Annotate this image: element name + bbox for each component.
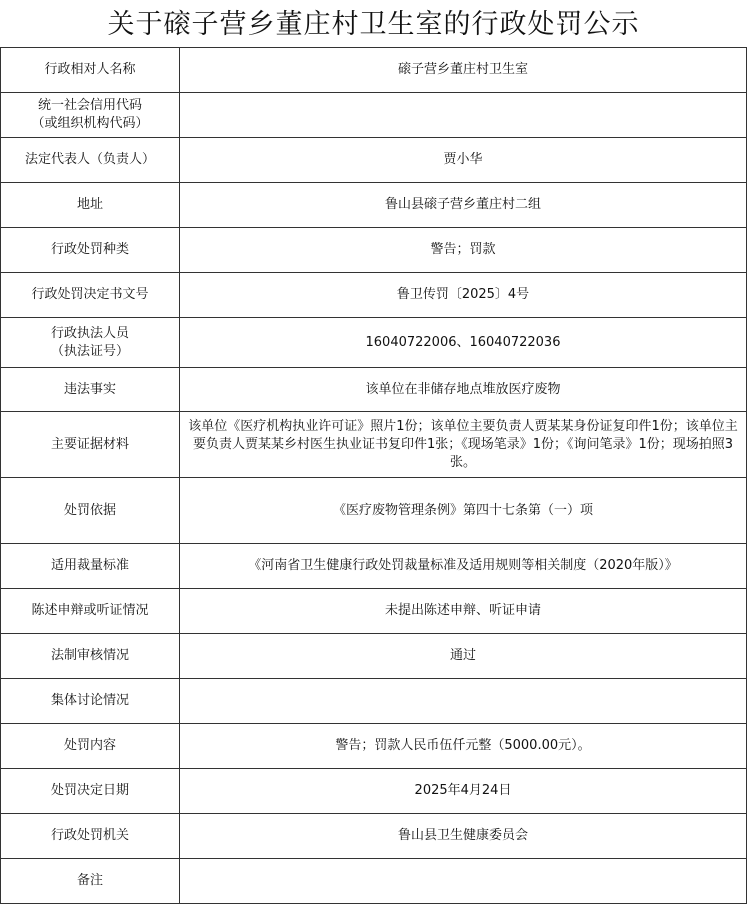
row-label	[1, 273, 180, 318]
row-label-line: 行政相对人名称	[44, 62, 136, 77]
row-label-line: 地址	[76, 197, 103, 212]
row-value	[180, 859, 747, 904]
row-label-line: 法定代表人（负责人）	[24, 152, 155, 167]
row-label	[1, 138, 180, 183]
row-value: 未提出陈述申辩、听证申请	[180, 589, 747, 634]
row-value	[180, 93, 747, 138]
row-label	[1, 679, 180, 724]
row-value: 鲁山县磙子营乡董庄村二组	[180, 183, 747, 228]
table-row	[1, 183, 747, 228]
row-label-line: 处罚内容	[63, 738, 116, 753]
penalty-table-body	[1, 48, 747, 904]
page-title: 关于磙子营乡董庄村卫生室的行政处罚公示	[107, 9, 640, 40]
row-value: 通过	[180, 634, 747, 679]
row-label-line: 违法事实	[63, 381, 116, 397]
row-label	[1, 183, 180, 228]
row-label-line: 集体讨论情况	[50, 693, 129, 708]
row-label-line: （或组织机构代码）	[31, 116, 149, 131]
table-row	[1, 679, 747, 724]
table-row	[1, 48, 747, 93]
table-row	[1, 589, 747, 634]
row-value: 磙子营乡董庄村卫生室	[180, 48, 747, 93]
row-label-line: 陈述申辩或听证情况	[31, 603, 149, 618]
table-row	[1, 93, 747, 138]
table-row	[1, 478, 747, 544]
row-value: 《河南省卫生健康行政处罚裁量标准及适用规则等相关制度（2020年版）》	[180, 544, 747, 589]
row-label-line: 处罚依据	[63, 502, 116, 518]
row-label-line: 主要证据材料	[50, 436, 129, 452]
row-label	[1, 634, 180, 679]
row-label	[1, 318, 180, 368]
row-label	[1, 769, 180, 814]
penalty-table	[0, 47, 747, 904]
table-row	[1, 368, 747, 412]
row-label-line: 行政处罚机关	[50, 828, 129, 843]
row-value: 《医疗废物管理条例》第四十七条第（一）项	[180, 478, 747, 544]
row-value: 该单位《医疗机构执业许可证》照片1份；该单位主要负责人贾某某身份证复印件1份；该单位主要负责人贾某某乡村医生执业证书复印件1张；《现场笔录》1份；《询问笔录》1份；现场拍照3张。	[180, 412, 747, 478]
row-value: 该单位在非储存地点堆放医疗废物	[180, 368, 747, 412]
table-row	[1, 228, 747, 273]
row-value: 贾小华	[180, 138, 747, 183]
row-label-line: 行政处罚决定书文号	[31, 287, 149, 302]
row-label	[1, 814, 180, 859]
row-label	[1, 589, 180, 634]
row-label-line: 统一社会信用代码	[37, 98, 142, 113]
row-value: 2025年4月24日	[180, 769, 747, 814]
row-value: 鲁山县卫生健康委员会	[180, 814, 747, 859]
row-label-line: 处罚决定日期	[50, 783, 129, 798]
table-row	[1, 544, 747, 589]
row-value: 警告；罚款人民币伍仟元整（5000.00元）。	[180, 724, 747, 769]
row-label	[1, 368, 180, 412]
table-row	[1, 814, 747, 859]
row-label-line: 适用裁量标准	[50, 558, 129, 573]
table-row	[1, 273, 747, 318]
row-value	[180, 679, 747, 724]
row-value: 鲁卫传罚〔2025〕4号	[180, 273, 747, 318]
row-label-line: （执法证号）	[50, 343, 129, 359]
row-value: 警告；罚款	[180, 228, 747, 273]
row-label	[1, 544, 180, 589]
row-label-line: 行政执法人员	[50, 325, 129, 341]
row-label	[1, 48, 180, 93]
row-label	[1, 93, 180, 138]
row-label	[1, 859, 180, 904]
row-label-line: 备注	[76, 873, 103, 888]
table-row	[1, 138, 747, 183]
table-row	[1, 634, 747, 679]
row-label-line: 法制审核情况	[50, 648, 129, 663]
row-label	[1, 412, 180, 478]
row-value: 16040722006、16040722036	[180, 318, 747, 368]
row-label	[1, 228, 180, 273]
table-row	[1, 724, 747, 769]
table-row	[1, 769, 747, 814]
table-row	[1, 412, 747, 478]
table-row	[1, 318, 747, 368]
table-row	[1, 859, 747, 904]
row-label	[1, 478, 180, 544]
row-label	[1, 724, 180, 769]
row-label-line: 行政处罚种类	[50, 242, 129, 257]
